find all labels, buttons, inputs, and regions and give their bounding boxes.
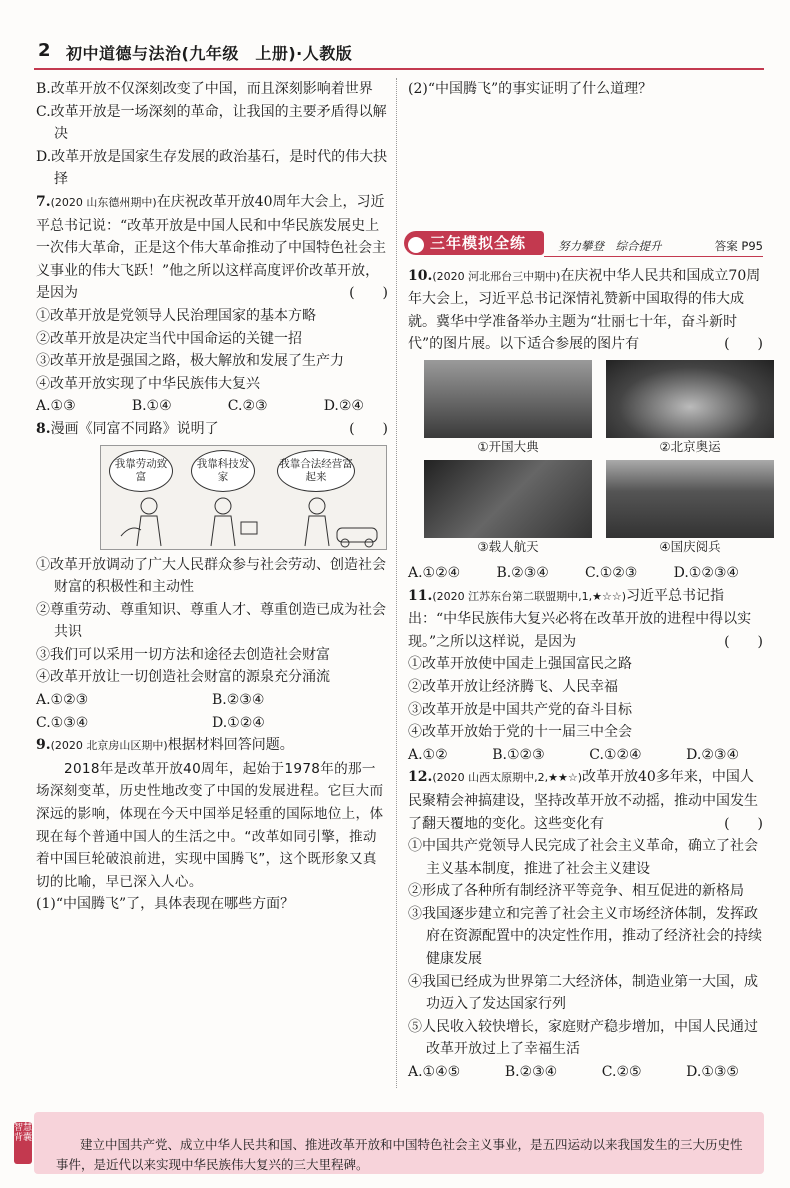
photo-caption: ②北京奥运 xyxy=(659,438,721,454)
q10-answer-paren[interactable]: ( ) xyxy=(724,336,763,353)
section-banner xyxy=(404,229,763,259)
answer-space[interactable] xyxy=(408,101,763,219)
q10-choice-d[interactable]: D.①②③④ xyxy=(673,564,739,581)
q8-choice-d[interactable]: D.①②④ xyxy=(212,714,265,731)
q11-choice-b[interactable]: B.①②③ xyxy=(492,746,545,763)
q12-choice-a[interactable]: A.①④⑤ xyxy=(408,1064,461,1081)
q11-choice-d[interactable]: D.②③④ xyxy=(686,746,739,763)
q8-number: 8. xyxy=(36,420,51,437)
book-title: 初中道德与法治(九年级 上册)·人教版 xyxy=(66,44,353,63)
wisdom-box xyxy=(14,1112,764,1174)
q8-choice-a[interactable]: A.①②③ xyxy=(36,692,89,709)
speech-bubble: 我靠合法经营富起来 xyxy=(277,450,355,492)
column-divider xyxy=(396,78,397,1088)
q7-number: 7. xyxy=(36,193,51,210)
photo-caption: ①开国大典 xyxy=(477,438,539,454)
q7-answer-paren[interactable]: ( ) xyxy=(349,285,388,302)
q12-choice-d[interactable]: D.①③⑤ xyxy=(686,1064,739,1081)
q9-subquestion-2: (2)“中国腾飞”的事实证明了什么道理？ xyxy=(408,81,653,97)
speech-bubble: 我靠科技发家 xyxy=(191,450,255,492)
photo-national-parade xyxy=(606,460,774,538)
q11-item: ④改革开放始于党的十一届三中全会 xyxy=(408,724,632,741)
q9-stem-text: 根据材料回答问题。 xyxy=(167,737,294,754)
q12-choices xyxy=(408,1061,763,1084)
q11-stem xyxy=(408,585,763,654)
q12-item: ⑤人民收入较快增长，家庭财产稳步增加，中国人民通过改革开放过上了幸福生活 xyxy=(408,1018,758,1058)
q8-choices-row2 xyxy=(36,712,388,735)
q12-number: 12. xyxy=(408,769,433,786)
q7-item: ③改革开放是强国之路，极大解放和发展了生产力 xyxy=(36,353,344,370)
photo-beijing-olympics xyxy=(606,360,774,438)
header-rule xyxy=(34,68,764,70)
banner-label: 三年模拟全练 xyxy=(430,233,527,252)
q10-stem-text: 在庆祝中华人民共和国成立70周年大会上，习近平总书记深情礼赞新中国取得的伟大成就。冀华中学准备举办主题为“壮丽七十年，奋斗新时代”的图片展。以下适合参展的图片有 xyxy=(408,267,761,353)
q9-passage: 2018年是改革开放40周年，起始于1978年的那一场深刻变革，历史性地改变了中国的发展进程。它巨大而深远的影响，体现在今天中国举足轻重的国际地位上，体现在每个普通中国人的生活之中。“改革如同引擎，推动着中国巨轮破浪前进，实现中国腾飞”，这个既形象又真切的比喻，早已深入人心。 xyxy=(36,760,384,890)
q12-source: (2020 山西太原期中,2,★★☆) xyxy=(432,771,583,785)
q9-number: 9. xyxy=(36,737,51,754)
q8-item: ④改革开放让一切创造社会财富的源泉充分涌流 xyxy=(36,669,330,686)
q9-stem xyxy=(36,734,388,758)
q8-choice-b[interactable]: B.②③④ xyxy=(212,692,265,709)
photo-founding-ceremony xyxy=(424,360,592,438)
q11-choice-a[interactable]: A.①② xyxy=(408,746,448,763)
q8-answer-paren[interactable]: ( ) xyxy=(349,420,388,437)
wisdom-text: 建立中国共产党、成立中华人民共和国、推进改革开放和中国特色社会主义事业，是五四运动以来我国发生的三大历史性事件，是近代以来实现中华民族伟大复兴的三大里程碑。 xyxy=(56,1136,743,1172)
photo-item xyxy=(424,360,592,456)
q10-stem xyxy=(408,265,763,356)
q8-item: ②尊重劳动、尊重知识、尊重人才、尊重创造已成为社会共识 xyxy=(36,601,386,641)
q12-item: ③我国逐步建立和完善了社会主义市场经济体制，发挥政府在资源配置中的决定性作用，推动了经济社会的持续健康发展 xyxy=(408,905,762,968)
q7-choice-c[interactable]: C.②③ xyxy=(227,398,268,415)
wisdom-tag: 智慧背囊 xyxy=(14,1122,32,1164)
left-column xyxy=(36,78,388,916)
photo-item xyxy=(424,460,592,556)
banner-subtitle: 努力攀登 综合提升 xyxy=(558,238,662,253)
q7-item: ②改革开放是决定当代中国命运的关键一招 xyxy=(36,330,302,347)
page-header xyxy=(0,0,790,74)
cartoon-figures xyxy=(101,446,386,549)
q12-item: ④我国已经成为世界第二大经济体，制造业第一大国，成功迈入了发达国家行列 xyxy=(408,973,758,1013)
q8-stem xyxy=(36,418,388,441)
q12-choice-b[interactable]: B.②③④ xyxy=(504,1064,558,1081)
q7-choice-b[interactable]: B.①④ xyxy=(131,398,172,415)
q12-stem xyxy=(408,766,763,835)
q11-item: ②改革开放让经济腾飞、人民幸福 xyxy=(408,678,618,695)
q10-choices xyxy=(408,562,763,585)
q7-stem xyxy=(36,191,388,305)
q11-choices xyxy=(408,744,763,767)
q7-source: (2020 山东德州期中) xyxy=(50,195,157,209)
q8-choices-row1 xyxy=(36,689,388,712)
page-number: 2 xyxy=(38,40,51,61)
answer-page-ref: 答案 P95 xyxy=(714,238,763,253)
q11-answer-paren[interactable]: ( ) xyxy=(724,633,763,650)
q9-source: (2020 北京房山区期中) xyxy=(50,739,168,753)
cartoon-illustration xyxy=(100,445,387,550)
banner-rule xyxy=(544,256,763,257)
q7-item: ①改革开放是党领导人民治理国家的基本方略 xyxy=(36,307,316,324)
q11-choice-c[interactable]: C.①②④ xyxy=(589,746,642,763)
q7-choice-d[interactable]: D.②④ xyxy=(323,398,364,415)
right-column xyxy=(408,78,763,1084)
q8-choice-c[interactable]: C.①③④ xyxy=(36,714,89,731)
photo-caption: ③载人航天 xyxy=(477,538,539,554)
q7-choices xyxy=(36,395,388,418)
q12-choice-c[interactable]: C.②⑤ xyxy=(601,1064,642,1081)
q11-source: (2020 江苏东台第二联盟期中,1,★☆☆) xyxy=(432,589,627,603)
photo-grid xyxy=(424,360,763,556)
q11-stem-text: 习近平总书记指出：“中华民族伟大复兴必将在改革开放的进程中得以实现。”之所以这样说，是因为 xyxy=(408,587,752,650)
q10-choice-c[interactable]: C.①②③ xyxy=(585,564,638,581)
q6-option-b[interactable]: B.改革开放不仅深刻改变了中国，而且深刻影响着世界 xyxy=(36,81,373,97)
q7-item: ④改革开放实现了中华民族伟大复兴 xyxy=(36,375,260,392)
q7-choice-a[interactable]: A.①③ xyxy=(36,398,76,415)
q10-choice-b[interactable]: B.②③④ xyxy=(496,564,549,581)
photo-item xyxy=(606,460,774,556)
q11-number: 11. xyxy=(408,587,433,604)
photo-space-station xyxy=(424,460,592,538)
q8-item: ③我们可以采用一切方法和途径去创造社会财富 xyxy=(36,646,330,663)
q10-number: 10. xyxy=(408,267,433,284)
q8-stem-text: 漫画《同富不同路》说明了 xyxy=(50,420,219,437)
q8-item: ①改革开放调动了广大人民群众参与社会劳动、创造社会财富的积极性和主动性 xyxy=(36,556,386,596)
banner-label-pill xyxy=(404,231,544,255)
q7-stem-text: 在庆祝改革开放40周年大会上，习近平总书记说：“改革开放是中国人民和中华民族发展史上一次伟大革命，正是这个伟大革命推动了中国特色社会主义事业的伟大飞跃！”他之所以这样高度评价改革开放，是因为 xyxy=(36,193,386,302)
q12-stem-text: 改革开放40多年来，中国人民聚精会神搞建设，坚持改革开放不动摇，推动中国发生了翻天覆地的变化。这些变化有 xyxy=(408,769,758,832)
pencil-icon xyxy=(408,237,424,253)
q10-source: (2020 河北邢台三中期中) xyxy=(432,269,561,283)
q6-option-d[interactable]: D.改革开放是国家生存发展的政治基石，是时代的伟大抉择 xyxy=(36,148,388,188)
q12-item: ②形成了各种所有制经济平等竞争、相互促进的新格局 xyxy=(408,883,744,900)
speech-bubble: 我靠劳动致富 xyxy=(109,450,173,492)
q6-option-c[interactable]: C.改革开放是一场深刻的革命，让我国的主要矛盾得以解决 xyxy=(36,103,387,143)
q12-answer-paren[interactable]: ( ) xyxy=(724,815,763,832)
q11-item: ③改革开放是中国共产党的奋斗目标 xyxy=(408,701,632,718)
photo-item xyxy=(606,360,774,456)
q10-choice-a[interactable]: A.①②④ xyxy=(408,564,461,581)
q11-item: ①改革开放使中国走上强国富民之路 xyxy=(408,656,632,673)
photo-caption: ④国庆阅兵 xyxy=(659,538,721,554)
q9-subquestion-1: (1)“中国腾飞”了，具体表现在哪些方面？ xyxy=(36,896,295,913)
q12-item: ①中国共产党领导人民完成了社会主义革命，确立了社会主义基本制度，推进了社会主义建设 xyxy=(408,838,758,877)
